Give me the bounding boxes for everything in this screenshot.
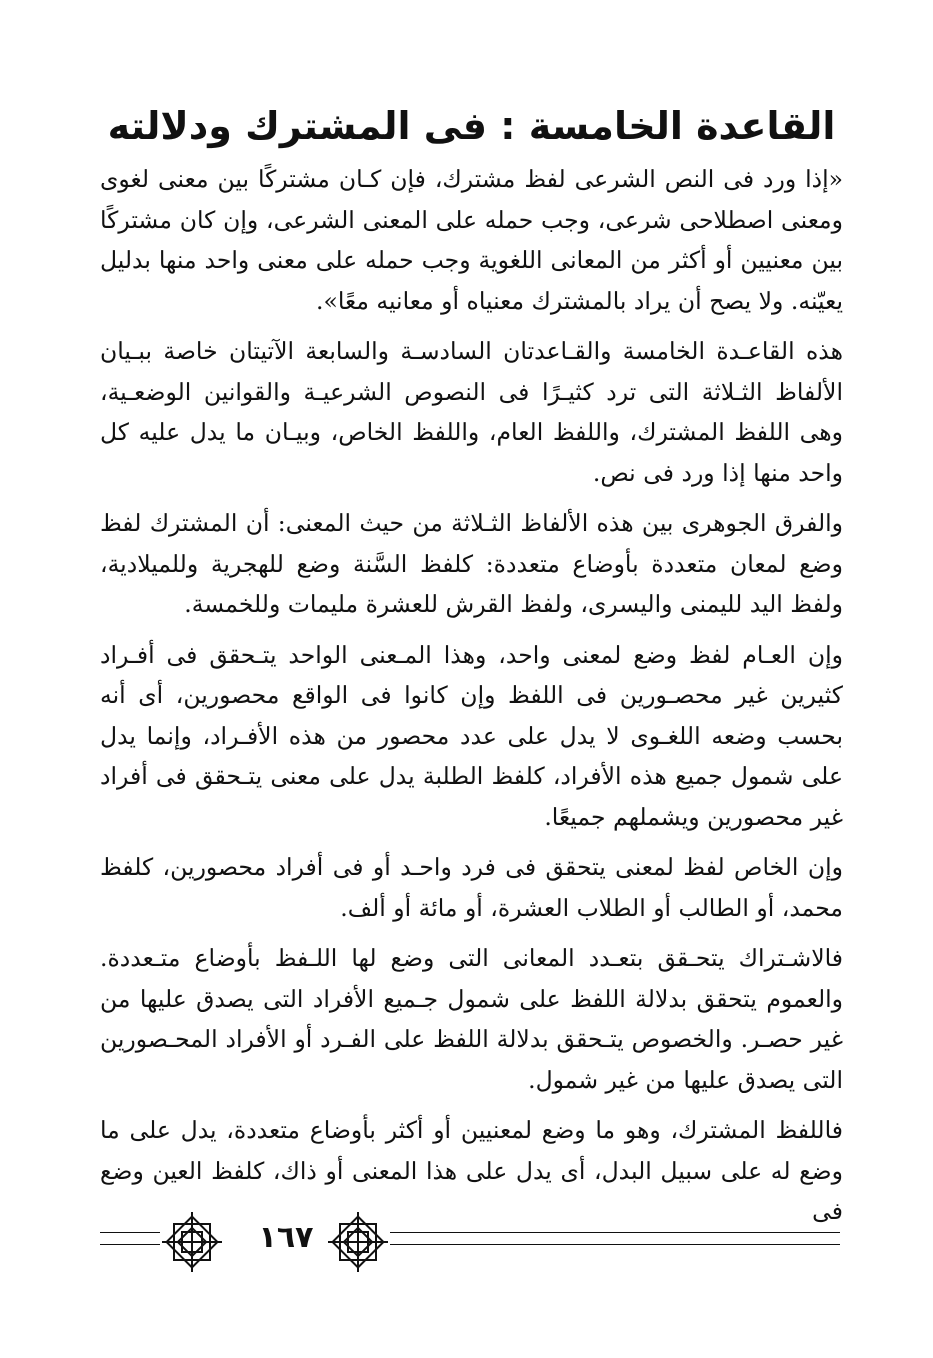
star-lattice-ornament-icon bbox=[160, 1210, 224, 1274]
footer-rule-right-bottom bbox=[390, 1244, 840, 1245]
paragraph-difference: والفرق الجوهرى بين هذه الألفاظ الثـلاثة من حيث المعنى: أن المشترك لفظ وضع لمعان متعددة بأوضاع متعددة: كلفظ السَّنة وضع للهجرية وللميلادية، ولفظ اليد لليمنى واليسرى، ولفظ القرش للعشرة مليمات وللخمسة. bbox=[100, 509, 843, 618]
footer-rule-right-top bbox=[390, 1232, 840, 1233]
paragraph-general: وإن العـام لفظ وضع لمعنى واحد، وهذا المـعنى الواحد يتـحقق فى أفـراد كثيرين غير محصـورين فى اللفظ وإن كانوا فى الواقع محصورين، أى أنه بحسب وضعه اللغـوى لا يدل على عدد محصور من هذه الأفـراد، وإنما يدل على شمول جميع هذه الأفراد، كلفظ الطلبة يدل على معنى يتـحقق فى أفراد غير محصورين ويشملهم جميعًا. bbox=[100, 640, 843, 831]
paragraph-summary: فالاشـتراك يتحـقق بتعـدد المعانى التى وضع لها اللـفظ بأوضاع متـعددة. والعموم يتحقق بدلالة اللفظ على شمول جـميع الأفراد التى يصدق عليها من غير حصـر. والخصوص يتـحقق بدلالة اللفظ على الفـرد أو الأفراد المحـصورين التى يصدق عليها من غير شمول. bbox=[100, 944, 843, 1094]
page-body bbox=[100, 95, 843, 1242]
paragraph-rule-statement: «إذا ورد فى النص الشرعى لفظ مشترك، فإن كـان مشتركًا بين معنى لغوى ومعنى اصطلاحى شرعى، وجب حمله على المعنى الشرعى، وإن كان مشتركًا بين معنيين أو أكثر من المعانى اللغوية وجب حمله على معنى واحد منها بدليل يعيّنه. ولا يصح أن يراد بالمشترك معنياه أو معانيه معًا». bbox=[100, 165, 843, 315]
page-number: ١٦٧ bbox=[258, 1220, 314, 1255]
paragraph-intro: هذه القاعـدة الخامسة والقـاعدتان السادسـة والسابعة الآتيتان خاصة ببـيان الألفاظ الثـلاثة التى ترد كثيـرًا فى النصوص الشرعيـة والقوانين الوضعـية، وهى اللفظ المشترك، واللفظ العام، واللفظ الخاص، وبيـان ما يدل عليه كل واحد منها إذا ورد فى نص. bbox=[100, 337, 843, 487]
footer-rule-left-bottom bbox=[100, 1244, 160, 1245]
page-title: القاعدة الخامسة : فى المشترك ودلالته bbox=[107, 104, 836, 148]
paragraph-homonym: فاللفظ المشترك، وهو ما وضع لمعنيين أو أكثر بأوضاع متعددة، يدل على ما وضع له على سبيل البدل، أى يدل على هذا المعنى أو ذاك، كلفظ العين وضع فى bbox=[100, 1116, 843, 1225]
star-lattice-ornament-icon bbox=[326, 1210, 390, 1274]
page-footer bbox=[100, 1208, 843, 1278]
paragraph-specific: وإن الخاص لفظ لمعنى يتحقق فى فرد واحـد أو فى أفراد محصورين، كلفظ محمد، أو الطالب أو الطلاب العشرة، أو مائة أو ألف. bbox=[100, 853, 843, 922]
footer-rule-left-top bbox=[100, 1232, 160, 1233]
